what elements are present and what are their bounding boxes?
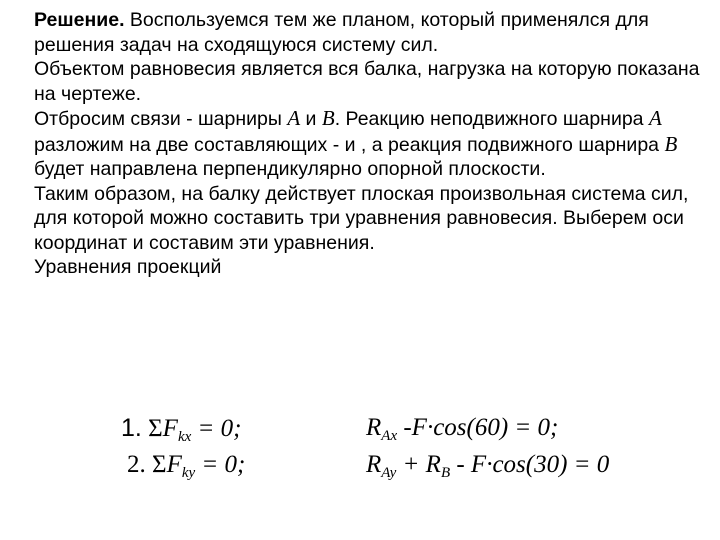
equation-1-sum <box>121 414 241 443</box>
text-fragment: разложим на две составляющих - и , а реакция подвижного шарнира <box>34 133 665 156</box>
solution-label: Решение. <box>34 9 125 31</box>
hinge-b-label: B <box>321 106 335 130</box>
paragraph-projection-heading: Уравнения проекций <box>34 256 222 278</box>
sigma-symbol: Σ <box>148 415 163 442</box>
text-fragment: Отбросим связи - шарниры <box>34 108 288 130</box>
equation-rhs: = 0; <box>195 451 246 478</box>
equation-1-expanded <box>366 414 558 442</box>
body-text <box>34 8 718 280</box>
equation-number: 1. <box>121 414 142 442</box>
force-symbol: F <box>166 451 182 478</box>
sigma-symbol: Σ <box>152 451 167 478</box>
equation-number: 2. <box>127 451 146 478</box>
text-fragment: и <box>300 108 322 130</box>
subscript: ky <box>181 465 196 481</box>
reaction-symbol: R <box>366 414 382 441</box>
force-symbol: F <box>162 415 178 442</box>
text-fragment: . Реакцию неподвижного шарнира <box>334 108 649 130</box>
paragraph-force-system: Таким образом, на балку действует плоская произвольная система сил, для которой можно составить три уравнения равновесия. Выберем оси координат и составим эти уравнения. <box>34 182 689 254</box>
hinge-b-label-2: B <box>664 131 678 156</box>
paragraph-solution <box>34 8 718 57</box>
paragraph-object: Объектом равновесия является вся балка, нагрузка на которую показана на чертеже. <box>34 58 700 105</box>
reaction-symbol: R <box>366 451 382 478</box>
equation-rest: - F·cos(30) = 0 <box>450 451 610 478</box>
equation-rhs: = 0; <box>191 415 242 442</box>
subscript: Ax <box>381 428 398 444</box>
equation-2-sum <box>127 451 245 479</box>
hinge-a-label-2: A <box>648 106 662 130</box>
subscript: Ay <box>381 465 397 481</box>
plus-reaction: + R <box>396 451 441 478</box>
paragraph-constraints <box>34 106 718 182</box>
equation-rest: -F·cos(60) = 0; <box>397 414 559 441</box>
solution-text: Воспользуемся тем же планом, который применялся для решения задач на сходящуюся систему сил. <box>34 9 649 56</box>
subscript: B <box>440 465 451 481</box>
subscript: kx <box>177 429 192 445</box>
text-fragment: будет направлена перпендикулярно опорной плоскости. <box>34 158 546 180</box>
equation-2-expanded <box>366 451 609 479</box>
hinge-a-label: A <box>287 106 301 130</box>
